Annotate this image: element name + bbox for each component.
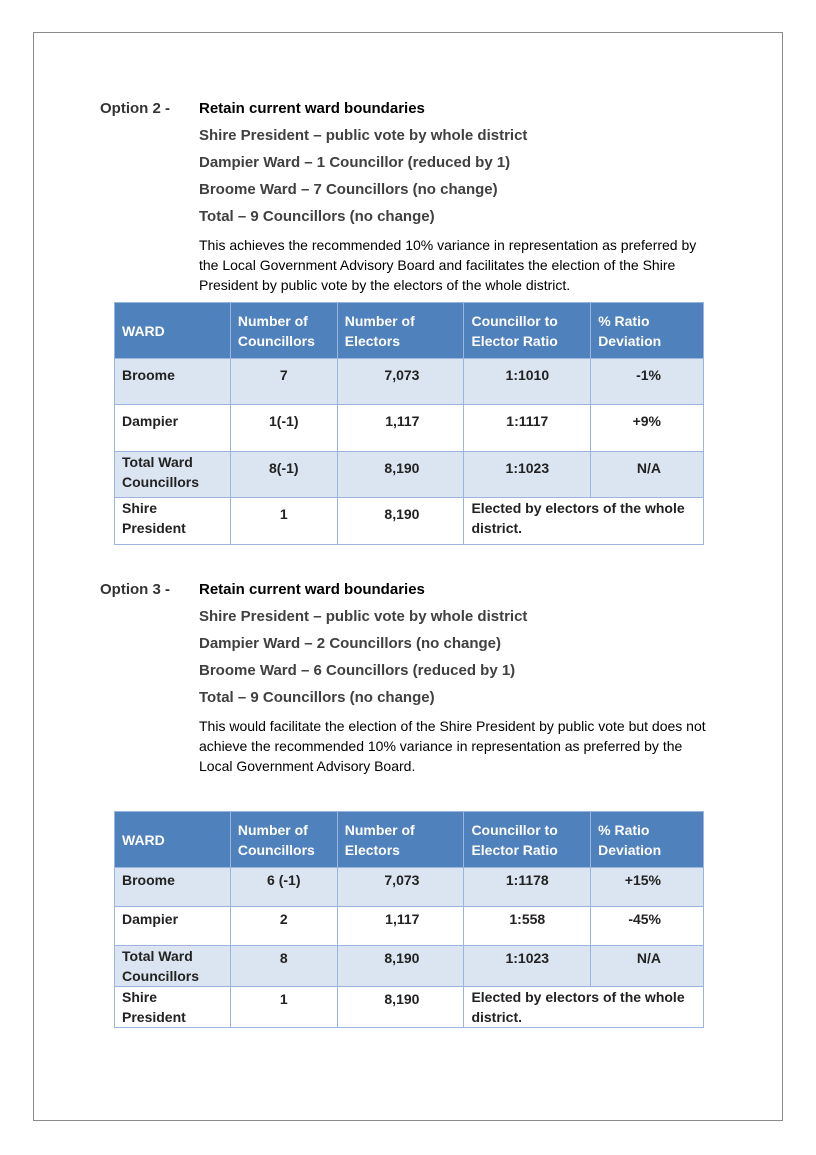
president-note-cell: Elected by electors of the whole district. [464, 498, 704, 545]
option-3-line-president: Shire President – public vote by whole district [199, 608, 528, 625]
electors-cell: 8,190 [337, 946, 464, 987]
table-row [115, 359, 704, 405]
ratio-cell: 1:1117 [464, 405, 591, 452]
electors-cell: 7,073 [337, 359, 464, 405]
table-row [115, 946, 704, 987]
option-2-label: Option 2 - [100, 100, 170, 117]
header-ratio: Councillor to Elector Ratio [464, 812, 591, 868]
electors-cell: 1,117 [337, 405, 464, 452]
deviation-cell: N/A [591, 452, 704, 498]
electors-cell: 1,117 [337, 907, 464, 946]
option-3-paragraph: This would facilitate the election of the Shire President by public vote but does not achieve the recommended 10% variance in representation as preferred by the Local Government Advisory Board. [199, 718, 706, 774]
deviation-cell: N/A [591, 946, 704, 987]
header-deviation: % Ratio Deviation [591, 812, 704, 868]
option-2-line-dampier: Dampier Ward – 1 Councillor (reduced by 1) [199, 154, 511, 171]
table-row [115, 987, 704, 1028]
ratio-cell: 1:1178 [464, 868, 591, 907]
header-electors: Number of Electors [337, 303, 464, 359]
header-electors: Number of Electors [337, 812, 464, 868]
table-row [115, 452, 704, 498]
president-note-cell: Elected by electors of the whole district. [464, 987, 704, 1028]
ratio-cell: 1:1010 [464, 359, 591, 405]
electors-cell: 8,190 [337, 452, 464, 498]
table-row [115, 405, 704, 452]
councillors-cell: 1(-1) [230, 405, 337, 452]
ratio-cell: 1:1023 [464, 452, 591, 498]
ratio-cell: 1:1023 [464, 946, 591, 987]
ward-cell: Shire President [115, 987, 231, 1028]
ward-cell: Dampier [115, 907, 231, 946]
option-3-table [114, 811, 704, 1028]
ward-cell: Broome [115, 868, 231, 907]
table-row [115, 907, 704, 946]
councillors-cell: 8(-1) [230, 452, 337, 498]
table-header-row [115, 303, 704, 359]
ward-cell: Broome [115, 359, 231, 405]
option-3-label: Option 3 - [100, 581, 170, 598]
option-2-line-broome: Broome Ward – 7 Councillors (no change) [199, 181, 498, 198]
header-ward: WARD [115, 812, 231, 868]
ward-cell: Total Ward Councillors [115, 946, 231, 987]
ward-cell: Dampier [115, 405, 231, 452]
header-deviation: % Ratio Deviation [591, 303, 704, 359]
ward-cell: Total Ward Councillors [115, 452, 231, 498]
table-row [115, 498, 704, 545]
deviation-cell: -45% [591, 907, 704, 946]
councillors-cell: 7 [230, 359, 337, 405]
councillors-cell: 1 [230, 987, 337, 1028]
councillors-cell: 6 (-1) [230, 868, 337, 907]
councillors-cell: 8 [230, 946, 337, 987]
electors-cell: 8,190 [337, 987, 464, 1028]
option-2-line-total: Total – 9 Councillors (no change) [199, 208, 435, 225]
ward-cell: Shire President [115, 498, 231, 545]
option-2-line-president: Shire President – public vote by whole district [199, 127, 528, 144]
deviation-cell: +15% [591, 868, 704, 907]
deviation-cell: -1% [591, 359, 704, 405]
option-3-line-dampier: Dampier Ward – 2 Councillors (no change) [199, 635, 501, 652]
option-3-line-total: Total – 9 Councillors (no change) [199, 689, 435, 706]
header-councillors: Number of Councillors [230, 812, 337, 868]
table-header-row [115, 812, 704, 868]
electors-cell: 7,073 [337, 868, 464, 907]
option-2-title: Retain current ward boundaries [199, 100, 425, 117]
councillors-cell: 2 [230, 907, 337, 946]
option-2-paragraph: This achieves the recommended 10% variance in representation as preferred by the Local Government Advisory Board and facilitates the election of the Shire President by public vote by the electors of the whole district. [199, 237, 697, 293]
header-ratio: Councillor to Elector Ratio [464, 303, 591, 359]
header-ward: WARD [115, 303, 231, 359]
option-2-table [114, 302, 704, 545]
option-3-line-broome: Broome Ward – 6 Councillors (reduced by 1) [199, 662, 516, 679]
electors-cell: 8,190 [337, 498, 464, 545]
deviation-cell: +9% [591, 405, 704, 452]
ratio-cell: 1:558 [464, 907, 591, 946]
header-councillors: Number of Councillors [230, 303, 337, 359]
table-row [115, 868, 704, 907]
councillors-cell: 1 [230, 498, 337, 545]
option-3-title: Retain current ward boundaries [199, 581, 425, 598]
